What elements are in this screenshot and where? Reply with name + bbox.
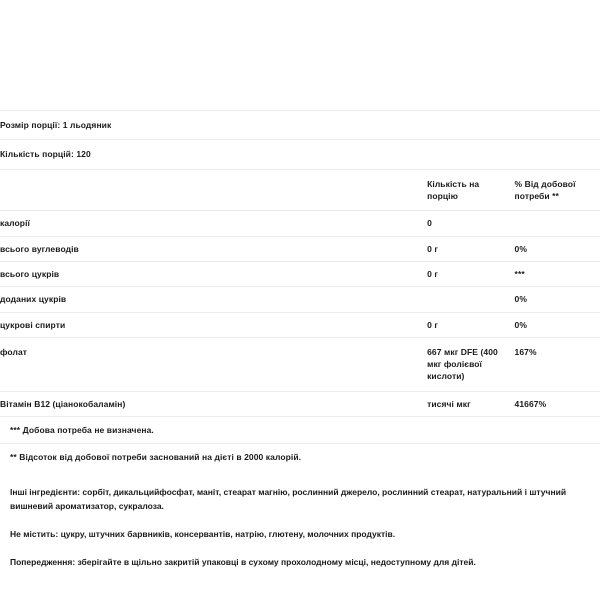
label-paragraphs	[0, 485, 600, 569]
nutrient-name: всього вуглеводів	[0, 236, 427, 261]
nutrient-percent: 167%	[515, 337, 600, 391]
column-header-percent-daily-value: % Від добової потреби **	[515, 169, 600, 211]
nutrient-name: фолат	[0, 337, 427, 391]
nutrient-percent: 41667%	[515, 391, 600, 416]
table-row	[0, 236, 600, 261]
table-row	[0, 261, 600, 286]
nutrient-amount: 667 мкг DFE (400 мкг фолієвої кислоти)	[427, 337, 514, 391]
nutrient-percent: 0%	[515, 287, 600, 312]
footnote-percent-daily-value-basis: ** Відсоток від добової потреби заснований на дієті в 2000 калорій.	[0, 444, 600, 471]
nutrient-percent	[515, 211, 600, 236]
warning-text: Попередження: зберігайте в щільно закритій упаковці в сухому прохолодному місці, недоступному для дітей.	[10, 556, 476, 567]
table-row	[0, 312, 600, 337]
nutrient-name: доданих цукрів	[0, 287, 427, 312]
nutrient-amount: тисячі мкг	[427, 391, 514, 416]
nutrient-percent: 0%	[515, 236, 600, 261]
nutrient-name: всього цукрів	[0, 261, 427, 286]
nutrient-amount: 0 г	[427, 312, 514, 337]
nutrient-name: Вітамін B12 (ціанокобаламін)	[0, 391, 427, 416]
footnote-daily-value-not-established: *** Добова потреба не визначена.	[0, 417, 600, 444]
nutrient-amount: 0 г	[427, 236, 514, 261]
nutrient-name: цукрові спирти	[0, 312, 427, 337]
nutrient-name: калорії	[0, 211, 427, 236]
table-row	[0, 287, 600, 312]
serving-size-row	[0, 111, 600, 140]
nutrient-amount: 0	[427, 211, 514, 236]
supplement-facts-panel	[0, 110, 600, 569]
nutrient-amount	[427, 287, 514, 312]
free-from-text: Не містить: цукру, штучних барвників, консервантів, натрію, глютену, молочних продуктів.	[10, 528, 396, 539]
table-header-row	[0, 169, 600, 211]
serving-size-text: Розмір порції: 1 льодяник	[0, 111, 600, 140]
table-row	[0, 211, 600, 236]
nutrient-percent: 0%	[515, 312, 600, 337]
footnote-row	[0, 417, 600, 444]
footnote-row	[0, 444, 600, 471]
table-row	[0, 391, 600, 416]
nutrient-amount: 0 г	[427, 261, 514, 286]
nutrient-percent: ***	[515, 261, 600, 286]
column-header-name	[0, 169, 427, 211]
servings-per-container-text: Кількість порцій: 120	[0, 140, 600, 169]
supplement-facts-table	[0, 110, 600, 471]
other-ingredients-text: Інші інгредієнти: сорбіт, дикальцийфосфат, маніт, стеарат магнію, рослинний джерело, рослинний стеарат, натуральний і штучний вишневий ароматизатор, сукралоза.	[10, 486, 567, 511]
servings-per-container-row	[0, 140, 600, 169]
column-header-amount-per-serving: Кількість на порцію	[427, 169, 514, 211]
table-row	[0, 337, 600, 391]
